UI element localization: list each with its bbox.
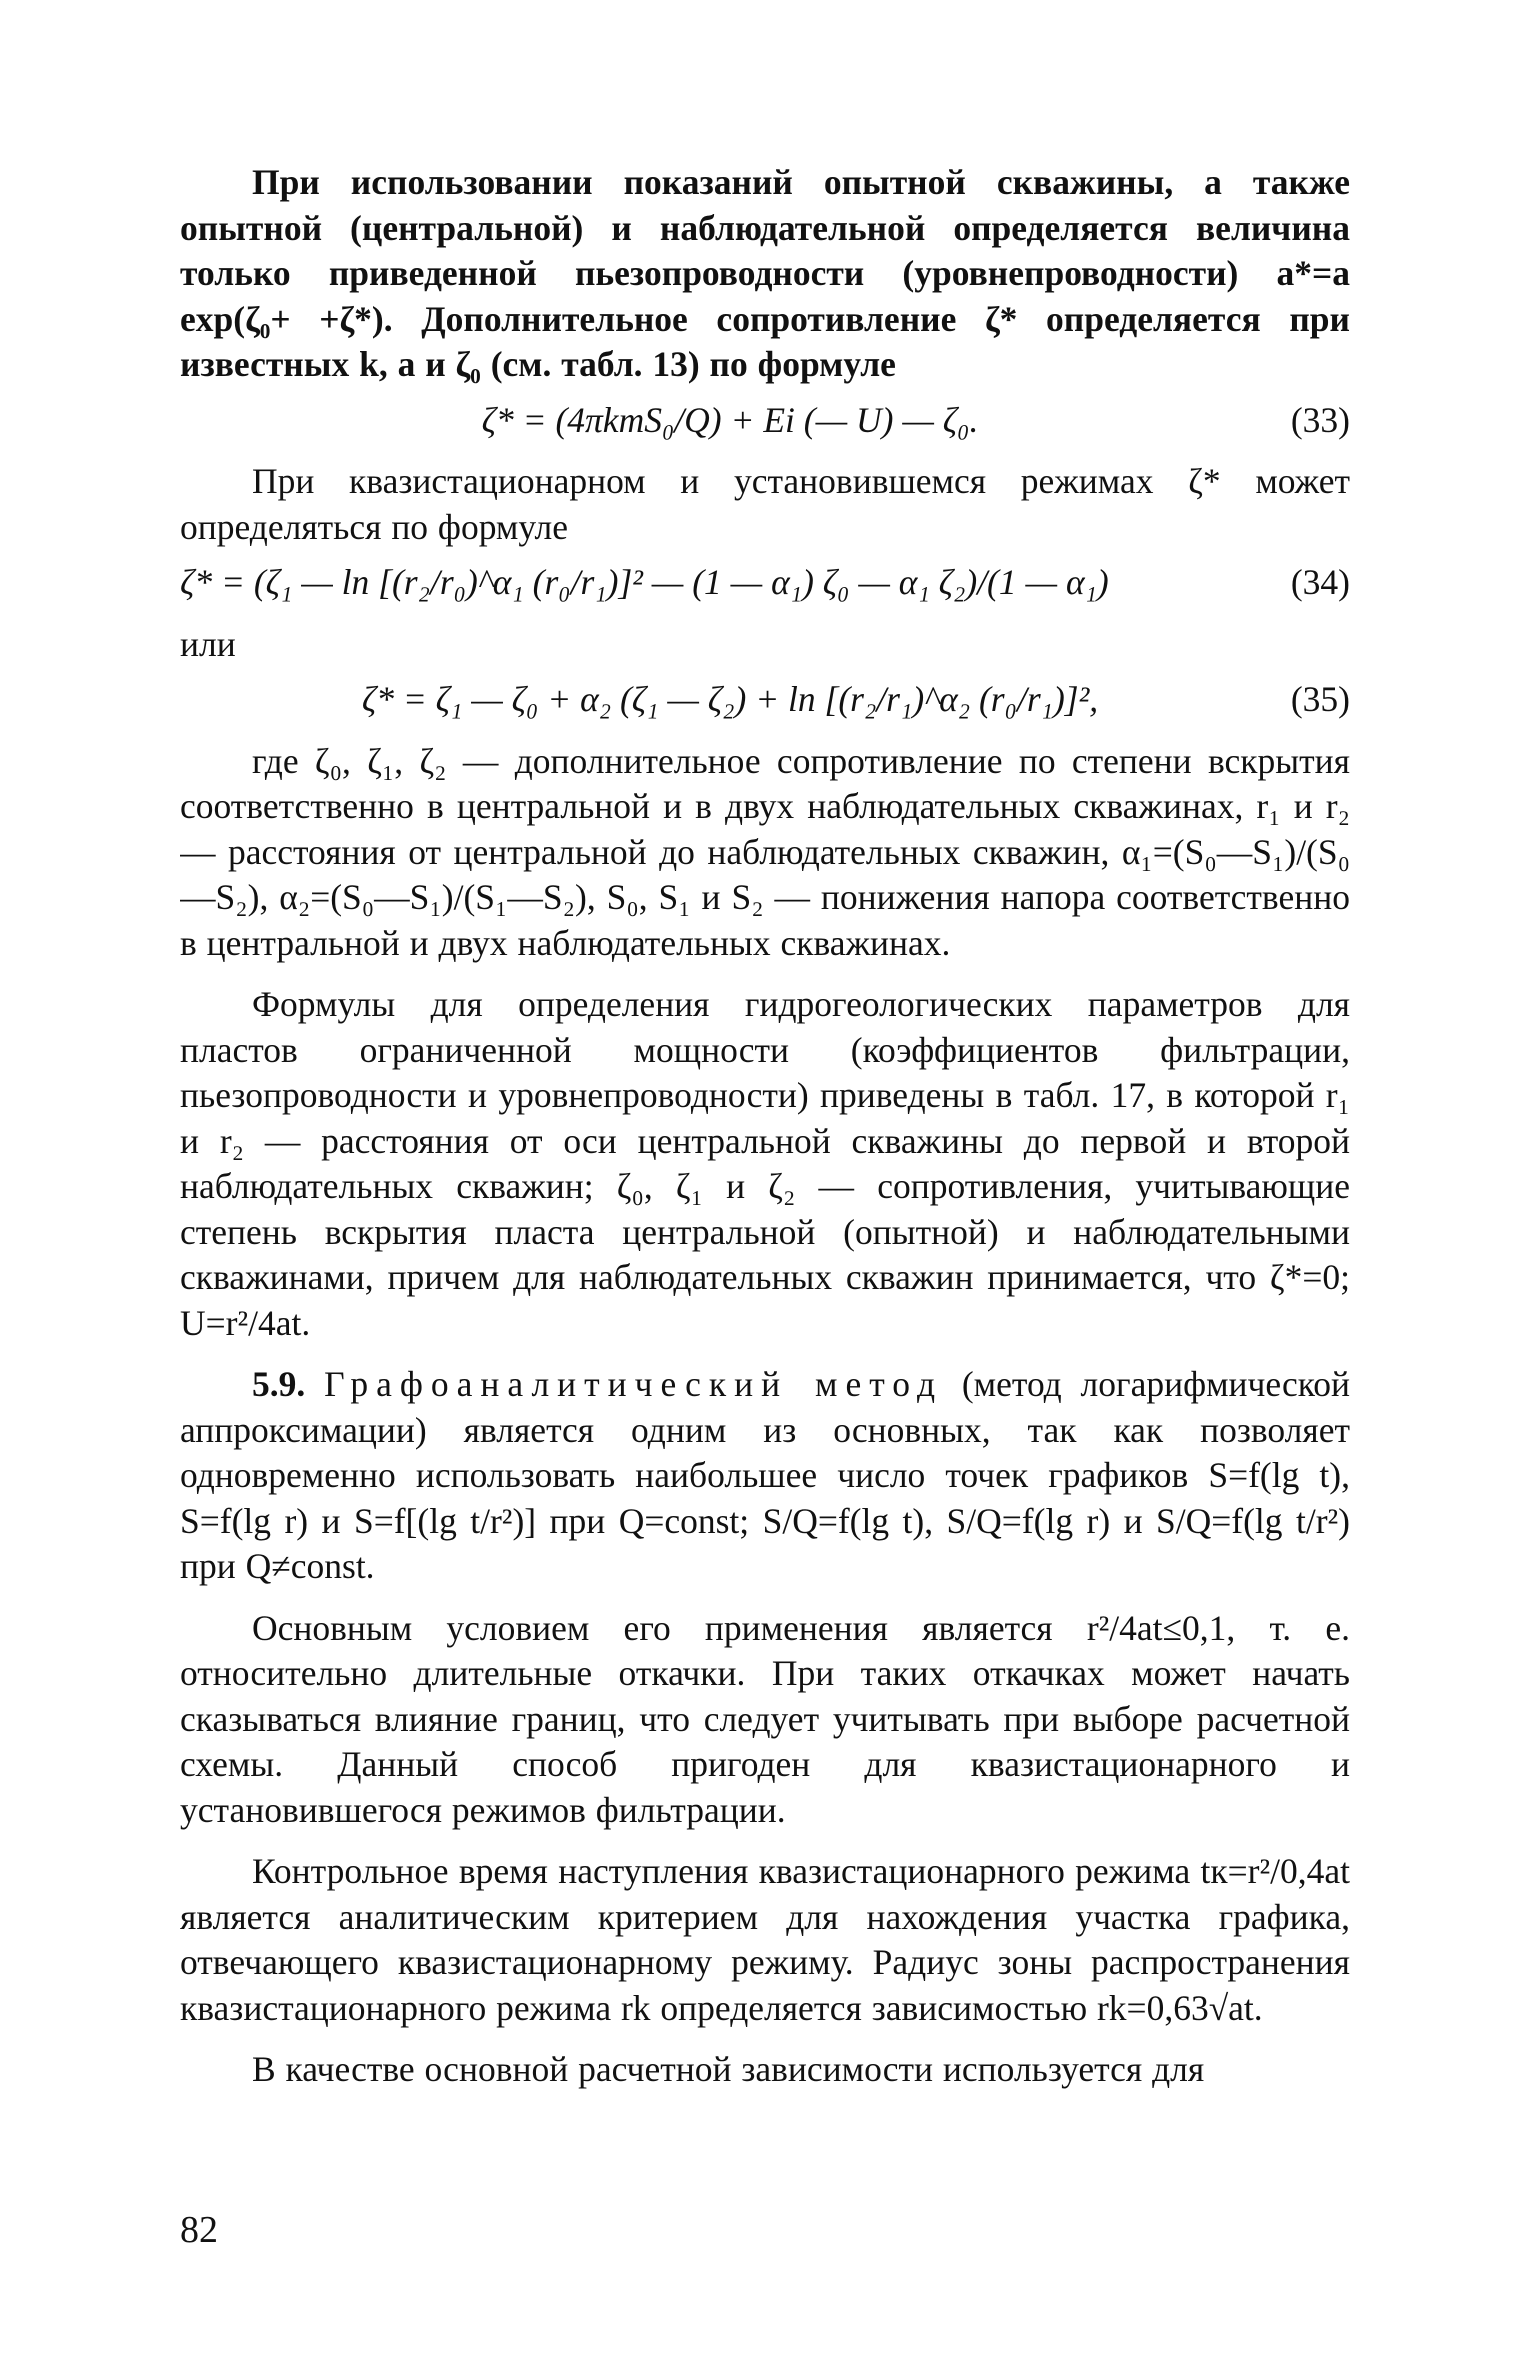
formula-34-expression: ζ* = (ζ₁ — ln [(r₂/r₀)^α₁ (r₀/r₁)]² — (1 — α₁) ζ₀ — α₁ ζ₂)/(1 — α₁): [180, 562, 1109, 602]
formula-34: [180, 560, 1350, 606]
paragraph-5-text: (метод логарифмической аппроксимации) является одним из основных, так как позволяет одновременно использовать наибольшее число точек графиков S=f(lg t), S=f(lg r) и S=f[(lg t/r²)] при Q=const; S/Q=f(lg t), S/Q=f(lg r) и S/Q=f(lg t/r²) при Q≠const.: [180, 1364, 1350, 1586]
formula-35-number: (35): [1290, 679, 1350, 719]
section-heading: Графоаналитический метод: [324, 1364, 944, 1404]
paragraph-6: Основным условием его применения является r²/4at≤0,1, т. е. относительно длительные откачки. При таких откачках может начать сказываться влияние границ, что следует учитывать при выборе расчетной схемы. Данный способ пригоден для квазистационарного и установившегося режимов фильтрации.: [180, 1607, 1350, 1830]
page-number: 82: [180, 2209, 218, 2251]
paragraph-1: При использовании показаний опытной скважины, а также опытной (центральной) и наблюдательной определяется величина только приведенной пьезопроводности (уровнепроводности) a*=a exp(ζ₀+ +ζ*). Дополнительное сопротивление ζ* определяется при известных k, a и ζ₀ (см. табл. 13) по формуле: [180, 162, 1350, 384]
formula-34-number: (34): [1290, 562, 1350, 602]
paragraph-7: Контрольное время наступления квазистационарного режима tк=r²/0,4at является аналитическим критерием для нахождения участка графика, отвечающего квазистационарному режиму. Радиус зоны распространения квазистационарного режима rk определяется зависимостью rk=0,63√at.: [180, 1851, 1350, 2028]
paragraph-2: При квазистационарном и установившемся режимах ζ* может определяться по формуле: [180, 461, 1350, 547]
paragraph-3: где ζ₀, ζ₁, ζ₂ — дополнительное сопротивление по степени вскрытия соответственно в центральной и в двух наблюдательных скважинах, r₁ и r₂ — расстояния от центральной до наблюдательных скважин, α₁=(S₀—S₁)/(S₀—S₂), α₂=(S₀—S₁)/(S₁—S₂), S₀, S₁ и S₂ — понижения напора соответственно в центральной и двух наблюдательных скважинах.: [180, 740, 1350, 963]
formula-33-number: (33): [1290, 399, 1350, 440]
or-word: или: [180, 623, 236, 664]
paragraph-5: [180, 1362, 1350, 1590]
formula-35-expression: ζ* = ζ₁ — ζ₀ + α₂ (ζ₁ — ζ₂) + ln [(r₂/r₁)^α₂ (r₀/r₁)]²,: [361, 679, 1099, 719]
paragraph-4: Формулы для определения гидрогеологических параметров для пластов ограниченной мощности (коэффициентов фильтрации, пьезопроводности и уровнепроводности) приведены в табл. 17, в которой r₁ и r₂ — расстояния от оси центральной скважины до первой и второй наблюдательных скважин; ζ₀, ζ₁ и ζ₂ — сопротивления, учитывающие степень вскрытия пласта центральной (опытной) и наблюдательными скважинами, причем для наблюдательных скважин принимается, что ζ*=0; U=r²/4at.: [180, 984, 1350, 1343]
formula-33-expression: ζ* = (4πkmS₀/Q) + Ei (— U) — ζ₀.: [481, 399, 979, 440]
formula-35: [180, 677, 1350, 723]
paragraph-8: В качестве основной расчетной зависимости используется для: [252, 2049, 1205, 2089]
page-body: [180, 160, 1350, 2260]
section-number: 5.9.: [252, 1364, 306, 1404]
formula-33: [180, 398, 1350, 444]
